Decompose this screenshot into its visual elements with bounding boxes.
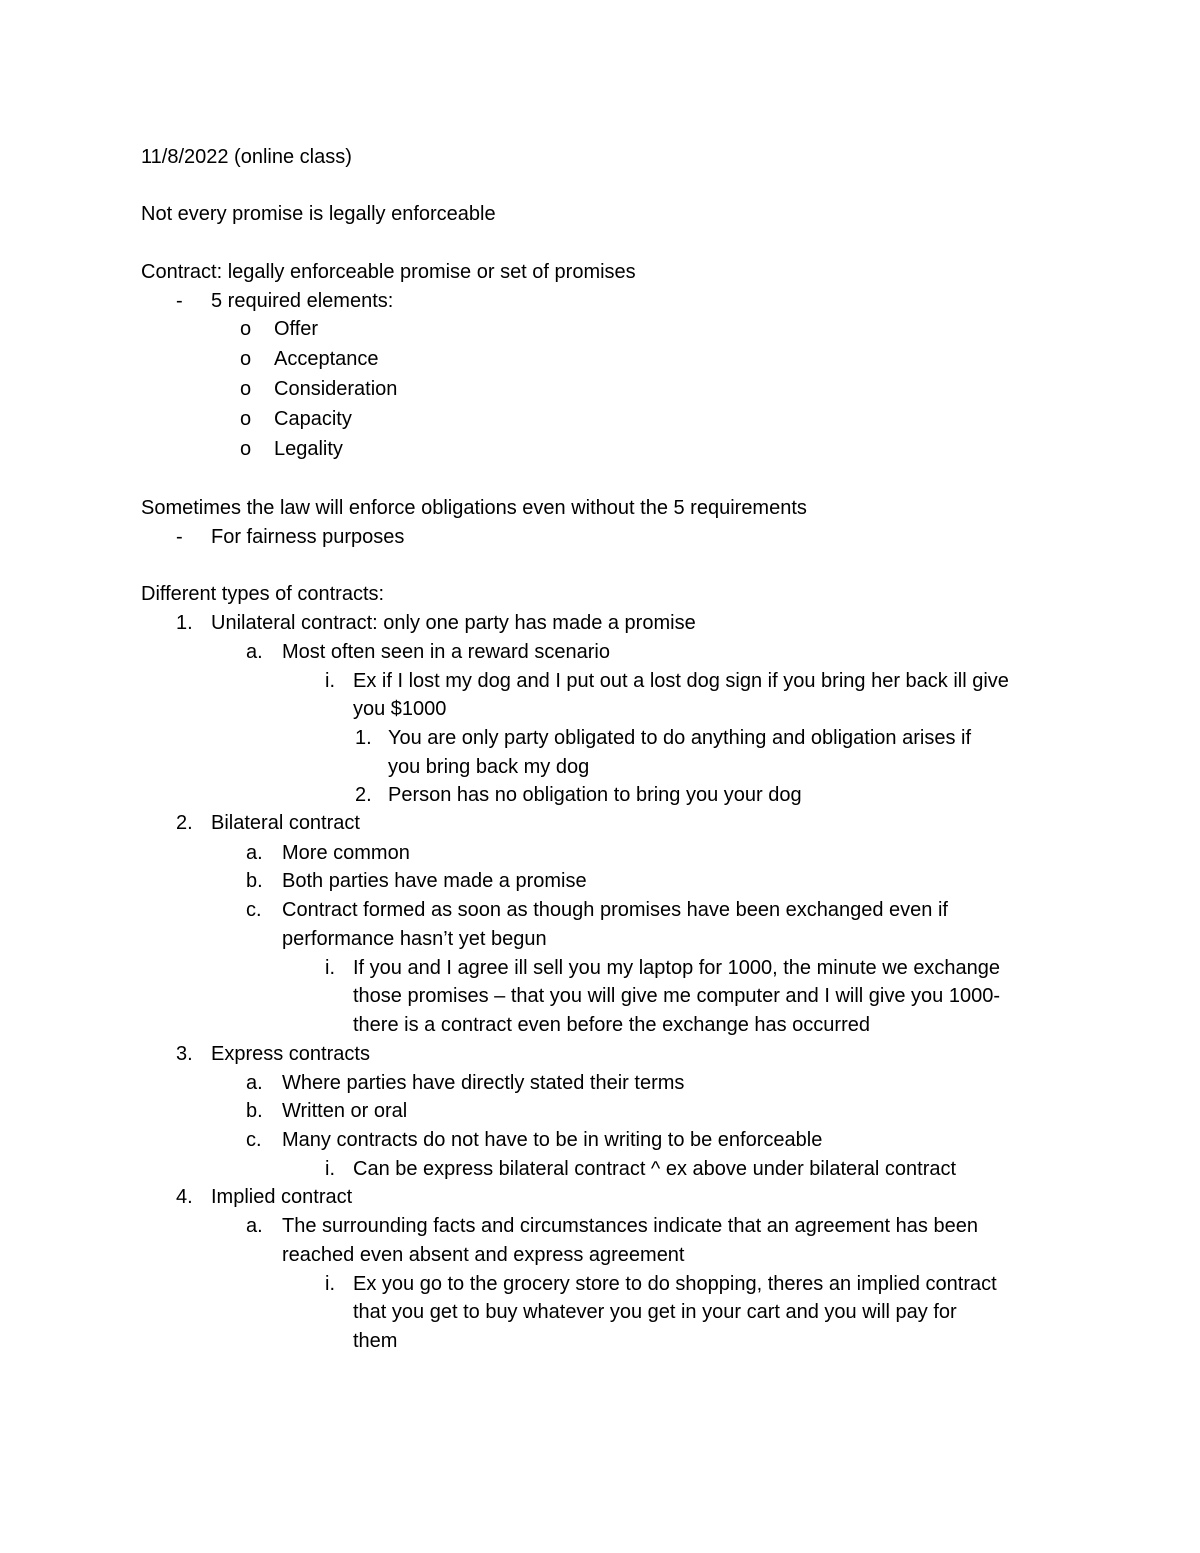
type-title: Unilateral contract: only one party has made a promise (211, 612, 696, 634)
list-number: 2. (176, 812, 193, 834)
fairness-sub: For fairness purposes (211, 526, 405, 548)
list-letter: a. (246, 1215, 263, 1237)
list-item: Ex if I lost my dog and I put out a lost dog sign if you bring her back ill give (353, 670, 1009, 692)
circle-bullet: o (240, 438, 252, 460)
list-item: Most often seen in a reward scenario (282, 641, 610, 663)
list-item: Contract formed as soon as though promises have been exchanged even if (282, 899, 948, 921)
circle-bullet: o (240, 348, 252, 370)
contract-definition: Contract: legally enforceable promise or set of promises (141, 261, 636, 283)
circle-bullet: o (240, 378, 252, 400)
list-item: Consideration (274, 378, 398, 400)
list-item-continuation: that you get to buy whatever you get in your cart and you will pay for (353, 1301, 957, 1323)
list-number: 2. (355, 784, 372, 806)
list-item: Acceptance (274, 348, 379, 370)
dash-bullet: - (176, 290, 183, 312)
list-letter: b. (246, 1100, 263, 1122)
list-item-continuation: those promises – that you will give me computer and I will give you 1000- (353, 985, 1000, 1007)
list-roman: i. (325, 1158, 335, 1180)
list-item: Written or oral (282, 1100, 408, 1122)
list-item: Can be express bilateral contract ^ ex above under bilateral contract (353, 1158, 957, 1180)
list-number: 3. (176, 1043, 193, 1065)
list-letter: c. (246, 899, 262, 921)
type-title: Express contracts (211, 1043, 370, 1065)
list-item-continuation: reached even absent and express agreement (282, 1244, 685, 1266)
list-number: 4. (176, 1186, 193, 1208)
list-letter: a. (246, 1072, 263, 1094)
list-letter: a. (246, 842, 263, 864)
fairness-line: Sometimes the law will enforce obligations even without the 5 requirements (141, 497, 807, 519)
date-line: 11/8/2022 (online class) (141, 146, 352, 168)
list-roman: i. (325, 957, 335, 979)
list-number: 1. (355, 727, 372, 749)
dash-bullet: - (176, 526, 183, 548)
intro-line: Not every promise is legally enforceable (141, 203, 496, 225)
list-item: The surrounding facts and circumstances indicate that an agreement has been (282, 1215, 978, 1237)
list-item: Person has no obligation to bring you your dog (388, 784, 802, 806)
list-item: You are only party obligated to do anything and obligation arises if (388, 727, 971, 749)
list-item: Legality (274, 438, 343, 460)
list-roman: i. (325, 1273, 335, 1295)
required-elements-label: 5 required elements: (211, 290, 394, 312)
list-item: Where parties have directly stated their terms (282, 1072, 685, 1094)
list-item: Many contracts do not have to be in writing to be enforceable (282, 1129, 823, 1151)
list-item-continuation: them (353, 1330, 398, 1352)
circle-bullet: o (240, 408, 252, 430)
list-item: Ex you go to the grocery store to do shopping, theres an implied contract (353, 1273, 997, 1295)
list-item: If you and I agree ill sell you my laptop for 1000, the minute we exchange (353, 957, 1001, 979)
list-item-continuation: there is a contract even before the exchange has occurred (353, 1014, 870, 1036)
list-item-continuation: you $1000 (353, 698, 447, 720)
list-letter: a. (246, 641, 263, 663)
list-item: Offer (274, 318, 319, 340)
list-number: 1. (176, 612, 193, 634)
type-title: Implied contract (211, 1186, 353, 1208)
types-heading: Different types of contracts: (141, 583, 385, 605)
list-item: More common (282, 842, 410, 864)
list-roman: i. (325, 670, 335, 692)
list-item-continuation: you bring back my dog (388, 756, 590, 778)
list-letter: b. (246, 870, 263, 892)
list-item: Both parties have made a promise (282, 870, 587, 892)
list-item: Capacity (274, 408, 352, 430)
type-title: Bilateral contract (211, 812, 360, 834)
circle-bullet: o (240, 318, 252, 340)
list-item-continuation: performance hasn’t yet begun (282, 928, 547, 950)
list-letter: c. (246, 1129, 262, 1151)
